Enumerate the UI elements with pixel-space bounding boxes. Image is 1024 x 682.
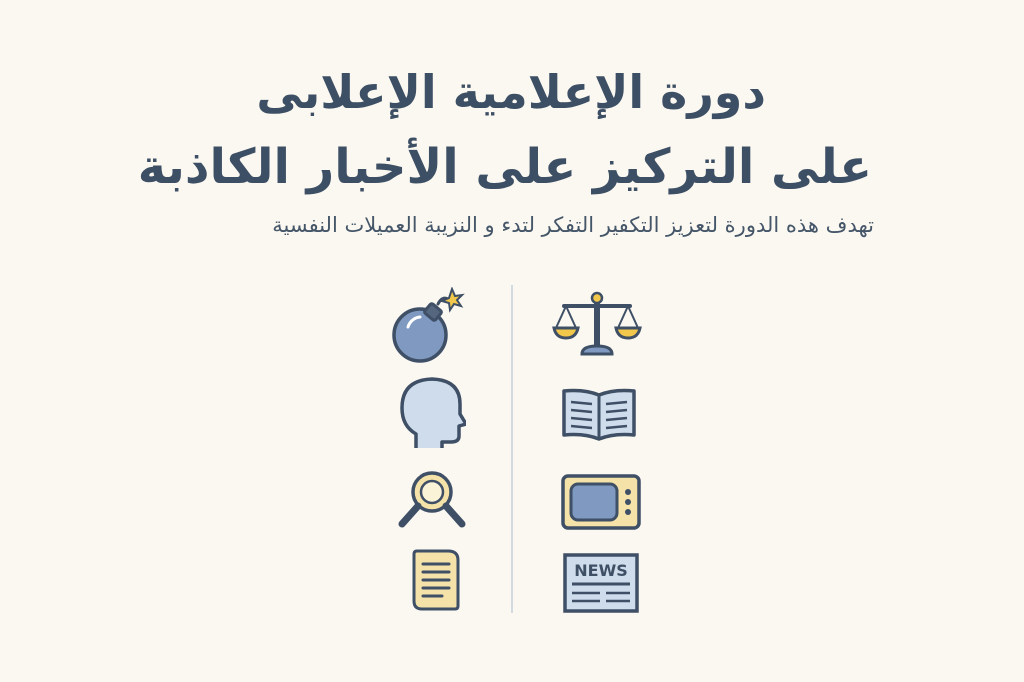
scales-icon (552, 290, 642, 360)
head-profile-icon (396, 374, 466, 452)
document-icon (410, 548, 462, 612)
column-divider (511, 285, 513, 613)
subtitle: تهدف هذه الدورة لتعزيز التكفير التفكر لتدء و النزيبة العميلات النفسية (272, 213, 874, 237)
open-book-icon (558, 385, 640, 445)
title-line-1: دورة الإعلامية الإعلابى (256, 65, 766, 119)
magnifier-icon (394, 468, 470, 532)
newspaper-icon-text: NEWS (574, 561, 628, 580)
bomb-icon (386, 287, 472, 369)
newspaper-icon (562, 552, 640, 614)
television-icon (560, 472, 642, 532)
title-line-2: على التركيز على الأخبار الكاذبة (137, 139, 872, 195)
